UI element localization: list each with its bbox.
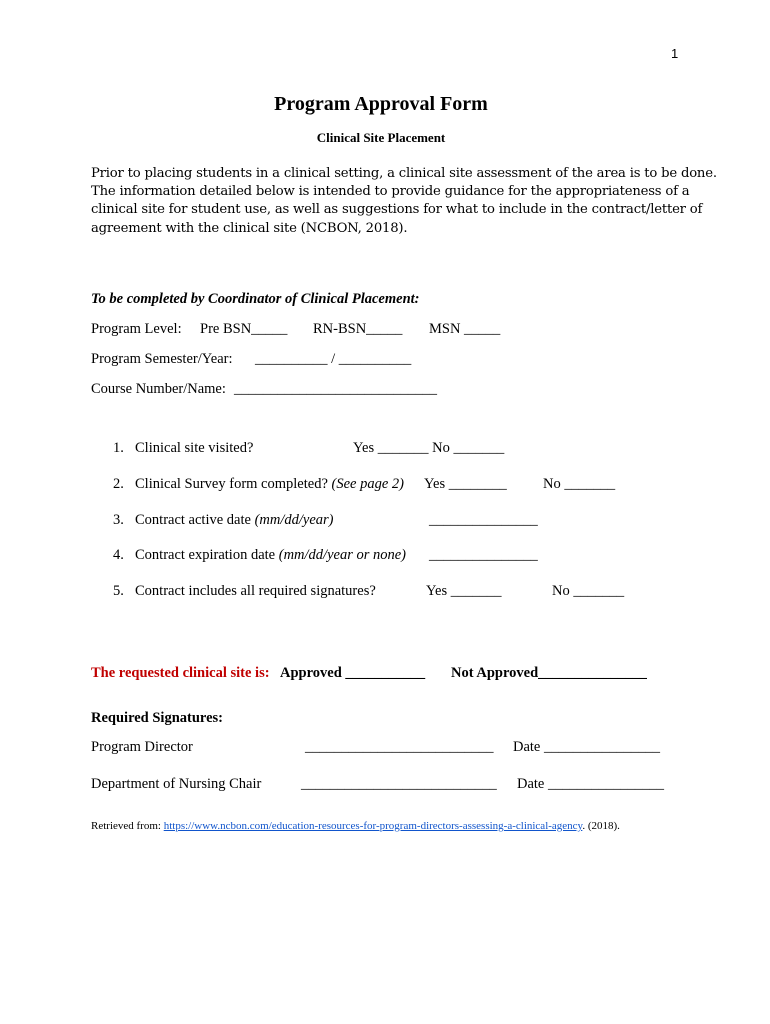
director-date-field[interactable]: Date ________________	[513, 739, 660, 755]
question-note: (See page 2)	[331, 476, 404, 492]
rn-bsn-field[interactable]: RN-BSN_____	[313, 321, 403, 337]
director-signature-field[interactable]: __________________________	[305, 739, 494, 755]
program-level-label: Program Level:	[91, 321, 182, 337]
chair-signature-field[interactable]: ___________________________	[301, 776, 497, 792]
decision-lead: The requested clinical site is:	[91, 665, 270, 681]
question-note: (mm/dd/year or none)	[278, 547, 407, 563]
coordinator-heading: To be completed by Coordinator of Clinical Placement:	[91, 291, 420, 307]
citation-prefix: Retrieved from:	[91, 820, 164, 832]
question-text	[135, 512, 334, 529]
site-visited-answer-field[interactable]: Yes _______ No _______	[353, 440, 505, 456]
course-field[interactable]: ____________________________	[234, 381, 437, 397]
question-number: 1.	[113, 440, 124, 456]
chair-date-field[interactable]: Date ________________	[517, 776, 664, 792]
course-label: Course Number/Name:	[91, 381, 226, 397]
active-date-field[interactable]: _______________	[429, 512, 538, 528]
signatures-heading: Required Signatures:	[91, 710, 223, 726]
intro-line: clinical site for student use, as well as suggestions for what to include in the contract/letter of	[91, 202, 703, 218]
question-text-main: Contract active date	[135, 512, 251, 528]
question-note: (mm/dd/year)	[254, 512, 334, 528]
expiration-date-field[interactable]: _______________	[429, 547, 538, 563]
program-semester-field[interactable]: __________ / __________	[255, 351, 412, 367]
citation	[91, 820, 620, 832]
survey-no-field[interactable]: No _______	[543, 476, 616, 492]
citation-suffix: . (2018).	[582, 820, 620, 832]
signatures-no-field[interactable]: No _______	[552, 583, 625, 599]
intro-line: The information detailed below is intended to provide guidance for the appropriateness of a	[91, 184, 690, 200]
signatures-yes-field[interactable]: Yes _______	[426, 583, 502, 599]
pre-bsn-field[interactable]: Pre BSN_____	[200, 321, 288, 337]
program-semester-label: Program Semester/Year:	[91, 351, 233, 367]
question-number: 3.	[113, 512, 124, 528]
question-text-main: Clinical Survey form completed?	[135, 476, 328, 492]
approved-field[interactable]: Approved ___________	[280, 665, 426, 681]
director-label: Program Director	[91, 739, 193, 755]
page-subtitle: Clinical Site Placement	[316, 130, 446, 145]
page-number: 1	[671, 46, 679, 61]
msn-field[interactable]: MSN _____	[429, 321, 501, 337]
intro-line: agreement with the clinical site (NCBON, 2018).	[91, 220, 408, 236]
intro-paragraph	[91, 165, 717, 238]
question-text: Clinical site visited?	[135, 440, 254, 456]
question-text-main: Contract expiration date	[135, 547, 276, 563]
question-text	[135, 547, 406, 564]
intro-line: Prior to placing students in a clinical setting, a clinical site assessment of the area is to be done.	[91, 166, 717, 181]
not-approved-field[interactable]: Not Approved_______________	[451, 665, 647, 681]
question-text	[135, 476, 404, 493]
question-text: Contract includes all required signatures?	[135, 583, 376, 599]
chair-label: Department of Nursing Chair	[91, 776, 262, 792]
question-number: 2.	[113, 476, 124, 492]
survey-yes-field[interactable]: Yes ________	[424, 476, 507, 492]
question-number: 5.	[113, 583, 124, 599]
question-number: 4.	[113, 547, 124, 563]
citation-link[interactable]: https://www.ncbon.com/education-resources-for-program-directors-assessing-a-clinical-agency	[163, 820, 583, 832]
page-title: Program Approval Form	[274, 93, 488, 115]
